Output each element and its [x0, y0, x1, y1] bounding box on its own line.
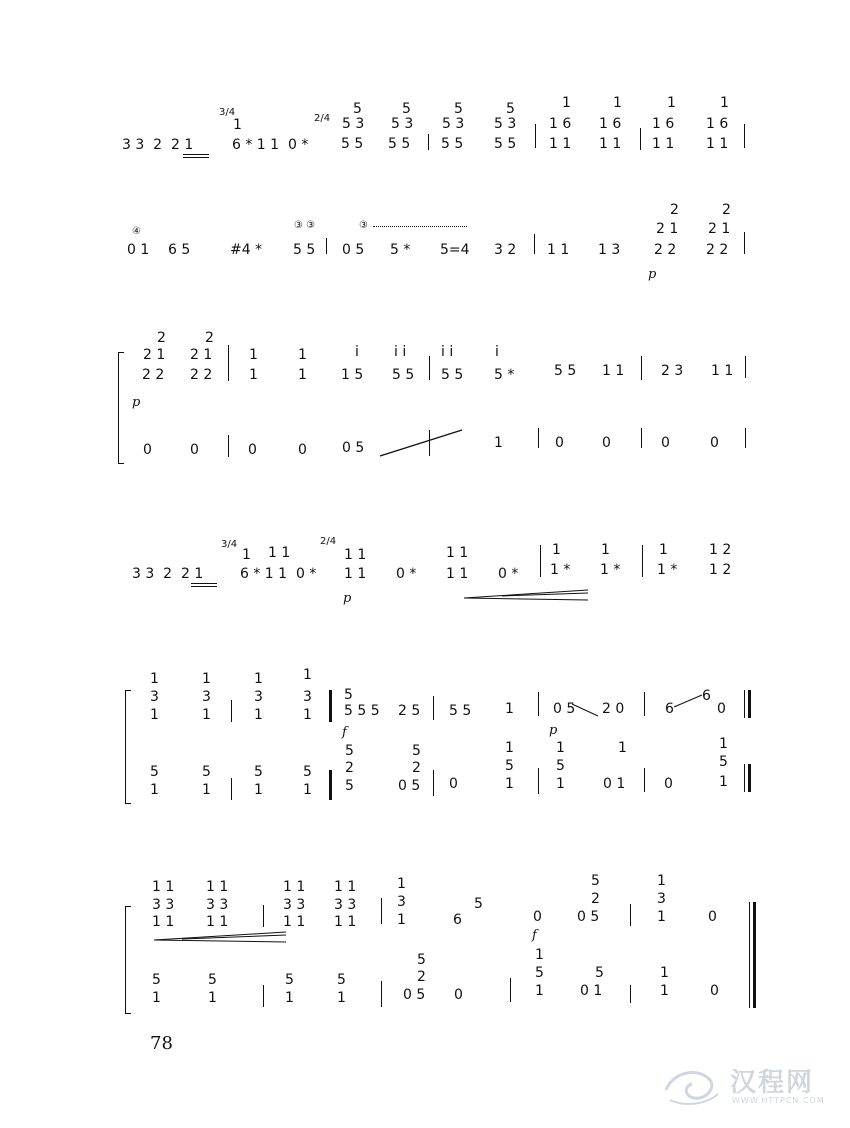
bass-note: 0 — [661, 435, 670, 451]
dynamic-mark: p — [648, 267, 657, 282]
note-group: 5 5 — [449, 703, 472, 719]
barline — [640, 128, 641, 150]
barline — [744, 124, 745, 148]
note: 1 — [298, 347, 307, 363]
barline — [433, 696, 434, 720]
note: 3 — [303, 689, 312, 705]
note: 2 — [157, 330, 166, 346]
note: 2 — [670, 202, 679, 218]
note-group: 1 5 — [341, 367, 364, 383]
bass-note: 0 — [710, 983, 719, 999]
bass-note: 0 — [298, 442, 307, 458]
note-group: 2 1 — [708, 221, 731, 237]
note-group: 3 3 — [283, 897, 306, 913]
note-group: 5 5 — [554, 363, 577, 379]
note-group: 1 1 — [549, 136, 572, 152]
barline — [538, 692, 539, 716]
system-brace — [118, 352, 124, 464]
system-brace — [125, 690, 131, 804]
final-barline — [753, 902, 756, 1008]
note: 0 — [533, 909, 542, 925]
note-group: 1 * — [550, 562, 571, 578]
bass-note-group: 0 1 — [603, 776, 626, 792]
dotted-extension-line — [373, 226, 467, 227]
note-group: #4 * — [230, 242, 263, 258]
note: 6 — [665, 701, 674, 717]
note-group: 2 5 — [398, 703, 421, 719]
note-group: 2 3 — [661, 363, 684, 379]
note-group: 1 * — [600, 562, 621, 578]
barline — [510, 978, 511, 1002]
note-group: 5 5 — [341, 136, 364, 152]
note: 1 — [303, 667, 312, 683]
note: 1 — [150, 707, 159, 723]
note: 1 — [657, 873, 666, 889]
note: 1 — [657, 909, 666, 925]
dynamic-mark: p — [132, 395, 141, 410]
note: 3 — [254, 689, 263, 705]
note-group: 5 * — [494, 367, 515, 383]
note-group: 3 3 — [334, 897, 357, 913]
note-group: 2 1 — [190, 347, 213, 363]
note-group: 1 1 — [283, 914, 306, 930]
note-group: 0 1 — [127, 242, 150, 258]
crescendo-hairpin — [462, 588, 590, 602]
note-group: 6 * 1 1 0 * — [232, 137, 309, 153]
swirl-logo-icon — [660, 1060, 726, 1108]
bass-note: 0 — [710, 435, 719, 451]
beam-line — [191, 583, 217, 584]
beam-line — [183, 154, 209, 155]
note-group: 1 1 — [599, 136, 622, 152]
note-group: 1 3 — [598, 242, 621, 258]
note-group: 0 5 — [342, 242, 365, 258]
note: 3 — [202, 689, 211, 705]
note: 3 — [397, 894, 406, 910]
repeat-barline — [329, 770, 332, 800]
bass-note: 1 — [285, 990, 294, 1006]
bass-note: 1 — [303, 782, 312, 798]
bass-note: 0 — [190, 442, 199, 458]
bass-note: 1 — [208, 990, 217, 1006]
note-group: 5 * — [390, 242, 411, 258]
barline — [231, 700, 232, 722]
note-group: 5 5 — [494, 136, 517, 152]
final-barline — [749, 902, 750, 1008]
note: 1 — [659, 542, 668, 558]
note-group: 5 5 — [441, 136, 464, 152]
note: 1 — [249, 367, 258, 383]
bass-note: 1 — [494, 435, 503, 451]
note: 1 — [254, 671, 263, 687]
note-group: 5 3 — [442, 116, 465, 132]
note: 1 — [601, 542, 610, 558]
note: 5 — [402, 101, 411, 117]
note: 2 — [205, 330, 214, 346]
note-group: 3 3 — [152, 897, 175, 913]
note-group: 2 1 — [143, 347, 166, 363]
note-group: 1 1 — [152, 879, 175, 895]
barline — [381, 981, 382, 1007]
note: 3 — [657, 891, 666, 907]
dynamic-mark: p — [343, 591, 352, 606]
note-group: 1 1 — [334, 914, 357, 930]
note-group: i i — [441, 344, 454, 360]
barline — [326, 238, 327, 254]
bass-note: 1 — [618, 740, 627, 756]
bass-note: 5 — [254, 764, 263, 780]
note-group: 1 6 — [599, 116, 622, 132]
bass-note: 1 — [337, 990, 346, 1006]
note-group: 1 2 — [709, 542, 732, 558]
note-group: 1 2 — [709, 562, 732, 578]
note-group: 3 2 — [494, 242, 517, 258]
note-group: 5 5 — [293, 242, 316, 258]
note-group: 1 1 — [652, 136, 675, 152]
page-number: 78 — [150, 1033, 173, 1054]
note: 1 — [613, 95, 622, 111]
bass-note: 5 — [535, 965, 544, 981]
bass-note: 5 — [285, 972, 294, 988]
note: 2 — [722, 202, 731, 218]
barline — [744, 232, 745, 254]
barline — [381, 898, 382, 924]
note: 1 — [233, 117, 242, 133]
note-group: 1 1 — [344, 566, 367, 582]
note-group: 2 2 — [706, 242, 729, 258]
note-group: 6 5 — [168, 242, 191, 258]
note-group: 2 2 — [142, 367, 165, 383]
barline — [644, 692, 645, 716]
note-group: 1 6 — [549, 116, 572, 132]
string-mark: ④ — [132, 226, 141, 237]
bass-note: 0 — [143, 442, 152, 458]
note-group: 1 1 — [446, 545, 469, 561]
barline — [263, 985, 264, 1007]
final-barline — [744, 690, 745, 718]
note-group: 1 1 — [152, 914, 175, 930]
note-group: 5 5 — [441, 367, 464, 383]
note: 1 — [249, 347, 258, 363]
note-group: i i — [394, 344, 407, 360]
barline — [644, 768, 645, 792]
note: 1 — [150, 671, 159, 687]
bass-note: 5 — [505, 758, 514, 774]
barline — [534, 234, 535, 254]
bass-note: 5 — [208, 972, 217, 988]
note: 5 — [454, 101, 463, 117]
bass-note: 5 — [152, 972, 161, 988]
note: 3 — [150, 689, 159, 705]
watermark-url: WWW.HTTPCN.COM — [732, 1096, 825, 1105]
note: 0 — [717, 701, 726, 717]
barline — [641, 356, 642, 380]
final-barline — [748, 690, 751, 718]
slide-lines — [672, 693, 706, 711]
barline — [263, 905, 264, 927]
barline — [630, 904, 631, 926]
barline — [228, 345, 229, 381]
note: 1 — [202, 707, 211, 723]
bass-note: 1 — [719, 774, 728, 790]
bass-note: 5 — [412, 743, 421, 759]
note-group: 5 5 5 — [344, 703, 380, 719]
note-group: 3 3 2 2 1 — [122, 137, 194, 153]
note: 1 — [397, 876, 406, 892]
note-group: 1 1 — [334, 879, 357, 895]
note-group: 5=4 — [440, 242, 470, 258]
bass-note: 5 — [556, 758, 565, 774]
dynamic-mark: f — [342, 725, 347, 740]
time-signature: 3/4 — [221, 539, 238, 550]
bass-note-group: 0 1 — [580, 983, 603, 999]
note: 2 — [591, 891, 600, 907]
note-group: 1 1 — [283, 879, 306, 895]
beam-line — [191, 586, 217, 587]
note-group: 2 2 — [654, 242, 677, 258]
barline — [535, 124, 536, 148]
note-group: 5 5 — [388, 136, 411, 152]
note: 5 — [344, 687, 353, 703]
time-signature: 2/4 — [314, 113, 331, 124]
bass-note: 5 — [417, 952, 426, 968]
note-group: 0 5 — [577, 909, 600, 925]
note: 0 — [708, 909, 717, 925]
barline — [538, 428, 539, 448]
time-signature: 3/4 — [219, 107, 236, 118]
barline — [641, 428, 642, 448]
note-group: 1 6 — [706, 116, 729, 132]
note: 6 — [702, 688, 711, 704]
bass-note: 1 — [535, 947, 544, 963]
barline — [428, 134, 429, 150]
bass-note: 1 — [254, 782, 263, 798]
bass-note: 5 — [345, 778, 354, 794]
note-group: 1 1 — [206, 914, 229, 930]
note-group: 1 1 — [446, 566, 469, 582]
note-group: 5 3 — [391, 116, 414, 132]
note: i — [355, 344, 359, 360]
bass-note: 5 — [337, 972, 346, 988]
note-group: 6 * 1 1 0 * — [240, 566, 317, 582]
bass-note-group: 0 5 — [403, 987, 426, 1003]
watermark-name: 汉程网 — [730, 1068, 815, 1098]
note: 1 — [505, 701, 514, 717]
note: 5 — [591, 873, 600, 889]
barline — [540, 545, 541, 577]
bass-note-group: 0 5 — [398, 778, 421, 794]
bass-note: 5 — [150, 764, 159, 780]
time-signature: 2/4 — [320, 536, 337, 547]
repeat-barline — [329, 690, 332, 722]
barline — [745, 356, 746, 378]
bass-note: 1 — [505, 776, 514, 792]
note-group: 5 3 — [494, 116, 517, 132]
bass-note: 1 — [152, 990, 161, 1006]
bass-note: 0 — [449, 776, 458, 792]
system-brace — [125, 906, 131, 1014]
note: 5 — [506, 101, 515, 117]
barline — [231, 778, 232, 800]
note-group: 1 1 — [602, 363, 625, 379]
bass-note: 1 — [660, 965, 669, 981]
note: 1 — [202, 671, 211, 687]
note: i — [495, 344, 499, 360]
note: 1 — [298, 367, 307, 383]
slide-lines — [570, 702, 650, 722]
bass-note: 1 — [556, 740, 565, 756]
note-group: 1 1 — [706, 136, 729, 152]
bass-note: 0 — [555, 435, 564, 451]
bass-note: 0 — [454, 987, 463, 1003]
note: 1 — [562, 95, 571, 111]
note-group: 3 3 2 2 1 — [132, 566, 204, 582]
note: 1 — [242, 547, 251, 563]
bass-note: 1 — [505, 740, 514, 756]
note-group: 0 5 — [553, 701, 576, 717]
bass-note: 2 — [412, 760, 421, 776]
bass-note: 1 — [150, 782, 159, 798]
final-barline — [748, 764, 751, 792]
bass-note-group: 0 5 — [342, 440, 365, 456]
note-group: 1 1 — [344, 547, 367, 563]
crescendo-hairpin — [152, 930, 288, 944]
bass-note: 0 — [664, 776, 673, 792]
bass-note: 5 — [303, 764, 312, 780]
note-group: 3 3 — [206, 897, 229, 913]
note-group: 1 1 — [206, 879, 229, 895]
glissando-line — [378, 428, 464, 460]
note-group: 2 1 — [656, 221, 679, 237]
note-group: 1 1 — [268, 545, 291, 561]
final-barline — [744, 764, 745, 792]
note-group: 2 0 — [602, 701, 625, 717]
bass-note: 1 — [202, 782, 211, 798]
note: 1 — [720, 95, 729, 111]
note-group: 1 6 — [652, 116, 675, 132]
barline — [745, 428, 746, 448]
barline — [433, 770, 434, 796]
note: 6 — [453, 912, 462, 928]
barline — [538, 768, 539, 794]
note: 1 — [397, 912, 406, 928]
note-group: 1 1 — [547, 242, 570, 258]
beam-line — [183, 157, 209, 158]
bass-note: 5 — [595, 965, 604, 981]
bass-note: 1 — [535, 983, 544, 999]
note: 1 — [254, 707, 263, 723]
barline — [228, 435, 229, 457]
bass-note: 5 — [719, 754, 728, 770]
note-group: 2 2 — [190, 367, 213, 383]
barline — [429, 356, 430, 380]
note-group: 0 * — [396, 566, 417, 582]
note: 5 — [353, 101, 362, 117]
note-group: 1 * — [657, 562, 678, 578]
note: 5 — [474, 896, 483, 912]
bass-note: 2 — [417, 969, 426, 985]
bass-note: 5 — [345, 743, 354, 759]
bass-note: 2 — [345, 760, 354, 776]
barline — [630, 985, 631, 1003]
string-mark: ③ ③ — [294, 220, 316, 231]
note: 1 — [667, 95, 676, 111]
dynamic-mark: f — [532, 928, 537, 943]
bass-note: 1 — [719, 736, 728, 752]
barline — [429, 430, 430, 456]
note: 1 — [303, 707, 312, 723]
bass-note: 0 — [248, 442, 257, 458]
bass-note: 0 — [602, 435, 611, 451]
note-group: 1 1 — [711, 363, 734, 379]
watermark-logo — [660, 1060, 840, 1110]
note: 1 — [552, 542, 561, 558]
note-group: 0 * — [498, 566, 519, 582]
note-group: 5 5 — [392, 367, 415, 383]
bass-note: 1 — [556, 776, 565, 792]
dynamic-mark: p — [549, 723, 558, 738]
note-group: 5 3 — [342, 116, 365, 132]
string-mark: ③ — [359, 220, 368, 231]
barline — [642, 545, 643, 577]
bass-note: 1 — [660, 983, 669, 999]
bass-note: 5 — [202, 764, 211, 780]
